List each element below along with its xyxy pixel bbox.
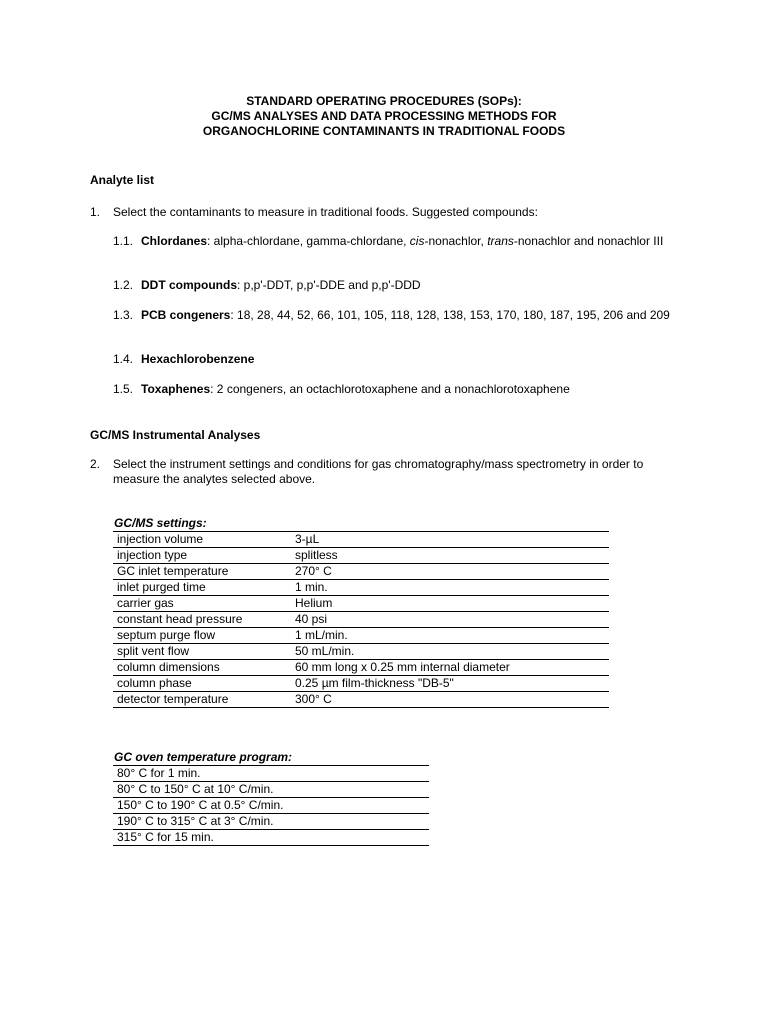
table-row	[113, 628, 609, 644]
table-row	[113, 564, 609, 580]
table-row	[113, 612, 609, 628]
item-1-number: 1.	[90, 205, 101, 219]
table-row	[113, 660, 609, 676]
setting-name-cell: constant head pressure	[113, 612, 291, 628]
instrumental-analyses-heading: GC/MS Instrumental Analyses	[90, 428, 261, 442]
doc-title-line-3: ORGANOCHLORINE CONTAMINANTS IN TRADITIONAL FOODS	[202, 124, 566, 138]
setting-name-cell: septum purge flow	[113, 628, 291, 644]
item-2-number: 2.	[90, 457, 101, 471]
setting-name-cell: detector temperature	[113, 692, 291, 708]
setting-name-cell: GC inlet temperature	[113, 564, 291, 580]
oven-step-cell: 190° C to 315° C at 3° C/min.	[113, 814, 429, 830]
subitem-1-1-number: 1.1.	[113, 234, 134, 248]
setting-value-cell: Helium	[291, 596, 609, 612]
setting-value-cell: 40 psi	[291, 612, 609, 628]
setting-value-cell: 60 mm long x 0.25 mm internal diameter	[291, 660, 609, 676]
oven-program-table	[113, 765, 429, 846]
setting-value-cell: splitless	[291, 548, 609, 564]
table-row	[113, 830, 429, 846]
analyte-list-heading: Analyte list	[90, 173, 155, 187]
subitem-1-5-number: 1.5.	[113, 382, 134, 396]
item-1-text: Select the contaminants to measure in traditional foods. Suggested compounds:	[113, 205, 538, 219]
oven-step-cell: 150° C to 190° C at 0.5° C/min.	[113, 798, 429, 814]
subitem-1-2-rest: : p,p'-DDT, p,p'-DDE and p,p'-DDD	[237, 278, 421, 292]
subitem-1-1-italic1: cis	[409, 234, 425, 248]
table-row	[113, 532, 609, 548]
subitem-1-1-part1: : alpha-chlordane, gamma-chlordane,	[207, 234, 410, 248]
gcms-settings-title: GC/MS settings:	[114, 516, 207, 530]
table-row	[113, 548, 609, 564]
table-row	[113, 782, 429, 798]
subitem-1-1-italic2: trans	[487, 234, 514, 248]
doc-title-line-2: GC/MS ANALYSES AND DATA PROCESSING METHODS FOR	[211, 109, 557, 123]
setting-value-cell: 3-µL	[291, 532, 609, 548]
subitem-1-1-term: Chlordanes	[141, 234, 208, 248]
oven-program-title: GC oven temperature program:	[114, 750, 293, 764]
doc-title-line-1: STANDARD OPERATING PROCEDURES (SOPs):	[246, 94, 522, 108]
subitem-1-2-number: 1.2.	[113, 278, 134, 292]
setting-name-cell: injection type	[113, 548, 291, 564]
subitem-1-3-number: 1.3.	[113, 308, 134, 322]
item-2-text: Select the instrument settings and conditions for gas chromatography/mass spectrometry in order to measure the analytes selected above.	[113, 457, 644, 486]
subitem-1-3-term: PCB congeners	[141, 308, 231, 322]
table-row	[113, 814, 429, 830]
subitem-1-5-text	[141, 382, 681, 397]
table-row	[113, 596, 609, 612]
setting-name-cell: carrier gas	[113, 596, 291, 612]
oven-step-cell: 80° C for 1 min.	[113, 766, 429, 782]
table-row	[113, 798, 429, 814]
subitem-1-5-rest: : 2 congeners, an octachlorotoxaphene and a nonachlorotoxaphene	[210, 382, 570, 396]
subitem-1-3-rest: : 18, 28, 44, 52, 66, 101, 105, 118, 128, 138, 153, 170, 180, 187, 195, 206 and 209	[230, 308, 670, 322]
table-row	[113, 676, 609, 692]
setting-name-cell: split vent flow	[113, 644, 291, 660]
gcms-settings-table	[113, 531, 609, 708]
table-row	[113, 766, 429, 782]
setting-value-cell: 50 mL/min.	[291, 644, 609, 660]
subitem-1-2-term: DDT compounds	[141, 278, 237, 292]
setting-value-cell: 1 mL/min.	[291, 628, 609, 644]
table-row	[113, 580, 609, 596]
setting-name-cell: injection volume	[113, 532, 291, 548]
setting-value-cell: 1 min.	[291, 580, 609, 596]
subitem-1-4-number: 1.4.	[113, 352, 134, 366]
subitem-1-2-text	[141, 278, 681, 293]
subitem-1-4-term: Hexachlorobenzene	[141, 352, 255, 366]
subitem-1-1-text	[141, 234, 681, 249]
setting-value-cell: 0.25 µm film-thickness "DB-5"	[291, 676, 609, 692]
subitem-1-1-part2: -nonachlor,	[424, 234, 488, 248]
table-row	[113, 644, 609, 660]
setting-name-cell: inlet purged time	[113, 580, 291, 596]
table-row	[113, 692, 609, 708]
oven-step-cell: 80° C to 150° C at 10° C/min.	[113, 782, 429, 798]
subitem-1-5-term: Toxaphenes	[141, 382, 211, 396]
subitem-1-1-part3: -nonachlor and nonachlor III	[513, 234, 664, 248]
oven-step-cell: 315° C for 15 min.	[113, 830, 429, 846]
setting-value-cell: 270° C	[291, 564, 609, 580]
subitem-1-3-text	[141, 308, 681, 323]
setting-name-cell: column dimensions	[113, 660, 291, 676]
setting-name-cell: column phase	[113, 676, 291, 692]
setting-value-cell: 300° C	[291, 692, 609, 708]
subitem-1-4-text	[141, 352, 681, 367]
